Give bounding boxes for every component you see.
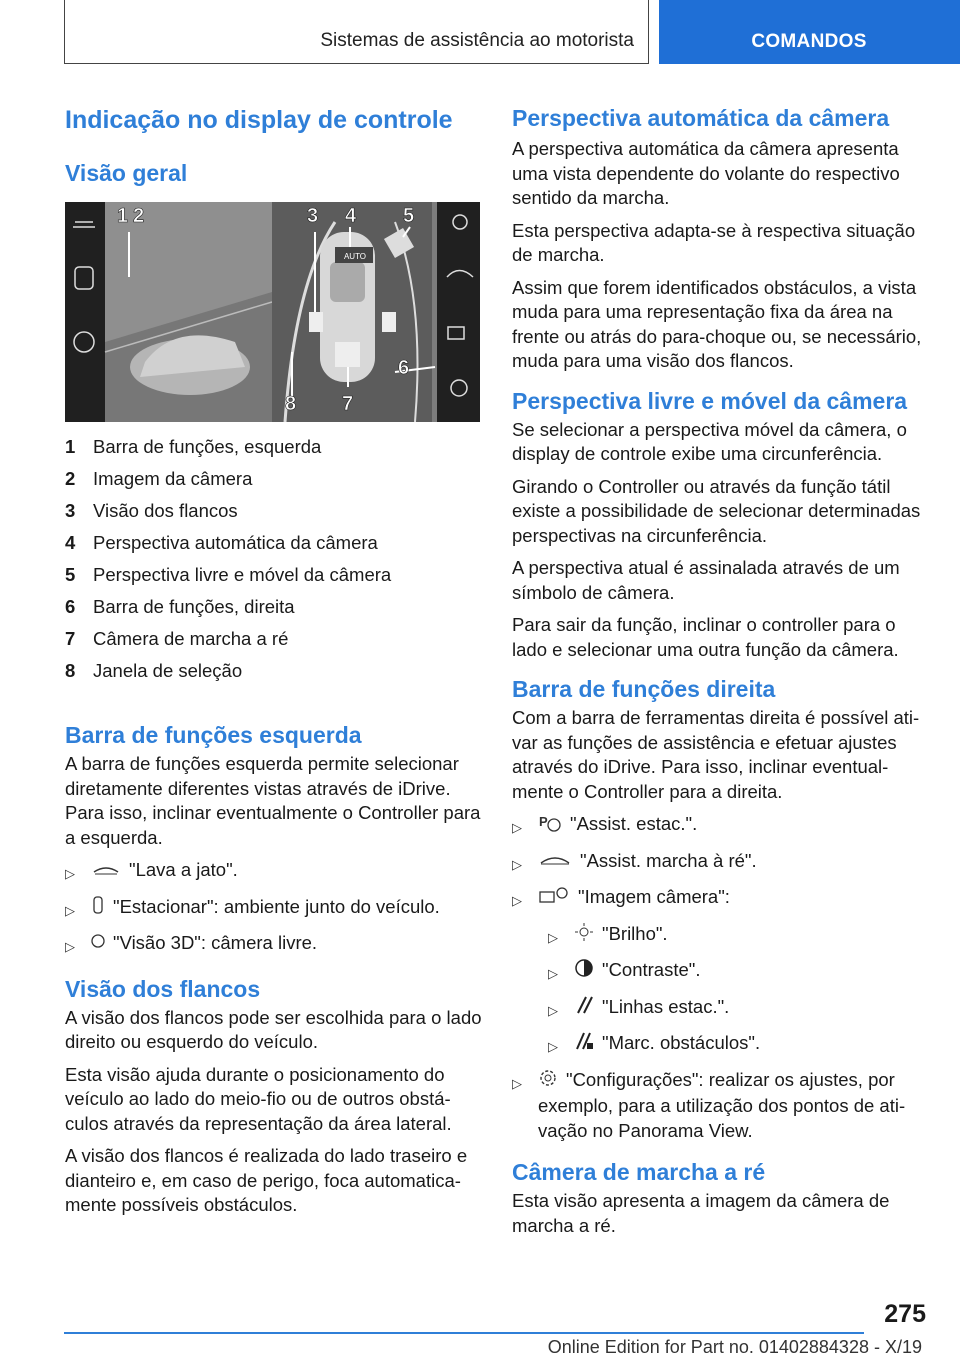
bullet-triangle-icon: ▷ [512, 856, 522, 872]
auto-perspective-heading: Perspectiva automática da câmera [512, 105, 890, 131]
legend-item: 6 Barra de funções, direita [65, 596, 295, 617]
bullet-triangle-icon: ▷ [548, 1002, 558, 1018]
callout-3: 3 [307, 205, 319, 227]
brightness-icon [574, 922, 594, 949]
camera-display-figure [65, 202, 480, 422]
free-paragraph: Girando o Controller ou através da função tátil existe a possibilidade de selecionar determinadas perspectivas na circunferência. [512, 475, 921, 546]
bullet-triangle-icon: ▷ [512, 1075, 522, 1091]
legend-item: 5 Perspectiva livre e móvel da câmera [65, 564, 392, 585]
flanks-heading: Visão dos flancos [65, 975, 261, 1002]
contrast-icon [574, 958, 594, 985]
header-chapter-title: COMANDOS [751, 31, 867, 52]
legend-item: 3 Visão dos flancos [65, 500, 238, 521]
callout-7: 7 [342, 393, 354, 415]
car-wash-icon [91, 859, 121, 884]
auto-paragraph: Esta perspectiva adapta-se à respectiva situação de marcha. [512, 219, 916, 265]
reversing-assist-icon [538, 849, 572, 874]
legend-item: 1 Barra de funções, esquerda [65, 436, 322, 457]
flanks-paragraph: A visão dos flancos pode ser escolhida para o lado direito ou esquerdo do veículo. [65, 1006, 482, 1052]
right-bar-heading: Barra de funções direita [512, 676, 776, 702]
list-item: ▷ "Brilho". [548, 922, 932, 951]
right-column [512, 103, 932, 1246]
auto-paragraph: Assim que forem identificados obstáculos, a vista muda para uma representação fixa da área na frente ou atrás do para-choque ou, se necessário, muda para uma visão dos flancos. [512, 276, 922, 371]
reverse-camera-text: Esta visão apresenta a imagem da câmera de marcha a ré. [512, 1190, 890, 1236]
camera-display-illustration [65, 202, 480, 422]
list-item: ▷ "Visão 3D": câmera livre. [65, 931, 483, 960]
header-section-title: Sistemas de assistência ao motorista [320, 30, 634, 51]
overview-heading: Visão geral [65, 160, 188, 186]
3d-view-icon [91, 931, 105, 958]
free-paragraph: Para sair da função, inclinar o controller para o lado e selecionar uma outra função da câmera. [512, 614, 899, 660]
callout-6: 6 [398, 357, 410, 379]
camera-image-icon [538, 885, 570, 912]
left-bar-heading: Barra de funções esquerda [65, 722, 362, 748]
list-item: ▷ "Marc. obstáculos". [548, 1031, 932, 1060]
list-item: ▷ "Lava a jato". [65, 858, 483, 887]
legend-item: 8 Janela de seleção [65, 660, 243, 681]
auto-paragraph: A perspectiva automática da câmera apresenta uma vista dependente do volante do respectivo sentido da marcha. [512, 138, 900, 208]
free-paragraph: Se selecionar a perspectiva móvel da câmera, o display de controle exibe uma circunferência. [512, 418, 907, 464]
bullet-triangle-icon: ▷ [512, 820, 522, 835]
bullet-triangle-icon: ▷ [65, 939, 75, 954]
list-item: ▷ "Linhas estac.". [548, 995, 932, 1024]
auto-badge: AUTO [343, 252, 367, 261]
list-item: ▷ "Estacionar": ambiente junto do veículo. [65, 895, 483, 924]
parking-assist-icon [538, 812, 562, 839]
callout-8: 8 [285, 393, 297, 415]
page-title: Indicação no display de controle [65, 106, 453, 134]
free-perspective-heading: Perspectiva livre e móvel da câmera [512, 387, 908, 414]
flanks-paragraph: A visão dos flancos é realizada do lado traseiro e dianteiro e, em caso de perigo, foca automaticamente possíveis obstáculos. [65, 1145, 468, 1215]
flanks-paragraph: Esta visão ajuda durante o posicionamento do veículo ao lado do meio-fio ou de outros obstáculos através da representação da área lateral. [65, 1063, 452, 1134]
header-chapter-tab [659, 0, 960, 64]
left-bar-text: A barra de funções esquerda permite selecionar diretamente diferentes vistas através de iDrive. Para isso, inclinar eventualmente o Controller para a esquerda. [65, 753, 481, 848]
callout-4: 4 [345, 205, 357, 227]
bullet-triangle-icon: ▷ [65, 902, 75, 918]
list-item: ▷ "Imagem câmera": [512, 885, 932, 914]
bullet-triangle-icon: ▷ [548, 1039, 558, 1054]
legend-item: 4 Perspectiva automática da câmera [65, 532, 378, 553]
callout-5: 5 [403, 205, 415, 227]
list-item: ▷ "Contraste". [548, 958, 932, 987]
left-bar-section [65, 720, 483, 1226]
reverse-camera-heading: Câmera de marcha a ré [512, 1159, 766, 1185]
free-paragraph: A perspectiva atual é assinalada através de um símbolo de câmera. [512, 557, 900, 603]
page-number: 275 [884, 1300, 926, 1328]
list-item: ▷ "Configurações": realizar os ajustes, por exemplo, para a utilização dos pontos de ativação no Panorama View. [512, 1068, 906, 1141]
parking-lines-icon [574, 995, 594, 1022]
bullet-triangle-icon: ▷ [548, 966, 558, 981]
bullet-triangle-icon: ▷ [512, 893, 522, 908]
callout-1: 1 [117, 205, 129, 227]
header-section-box [64, 0, 649, 64]
list-item: ▷ "Assist. marcha à ré". [512, 849, 932, 878]
svg-text:P: P [539, 814, 548, 829]
parking-surround-icon [91, 895, 105, 922]
bullet-triangle-icon: ▷ [548, 929, 558, 945]
obstacle-marking-icon [574, 1031, 594, 1058]
legend-item: 2 Imagem da câmera [65, 468, 253, 489]
callout-2: 2 [133, 205, 145, 227]
bullet-triangle-icon: ▷ [65, 866, 75, 881]
footer-divider [64, 1332, 864, 1334]
right-bar-text: Com a barra de ferramentas direita é possível ativar as funções de assistência e efetuar ajustes através do iDrive. Para isso, inclinar eventualmente o Controller para a direita. [512, 707, 920, 802]
footer-edition: Online Edition for Part no. 01402884328 - X/19 [547, 1337, 922, 1357]
list-item: ▷ P "Assist. estac.". [512, 812, 932, 841]
figure-legend [65, 436, 485, 692]
settings-gear-icon [538, 1068, 558, 1095]
legend-item: 7 Câmera de marcha a ré [65, 628, 289, 649]
